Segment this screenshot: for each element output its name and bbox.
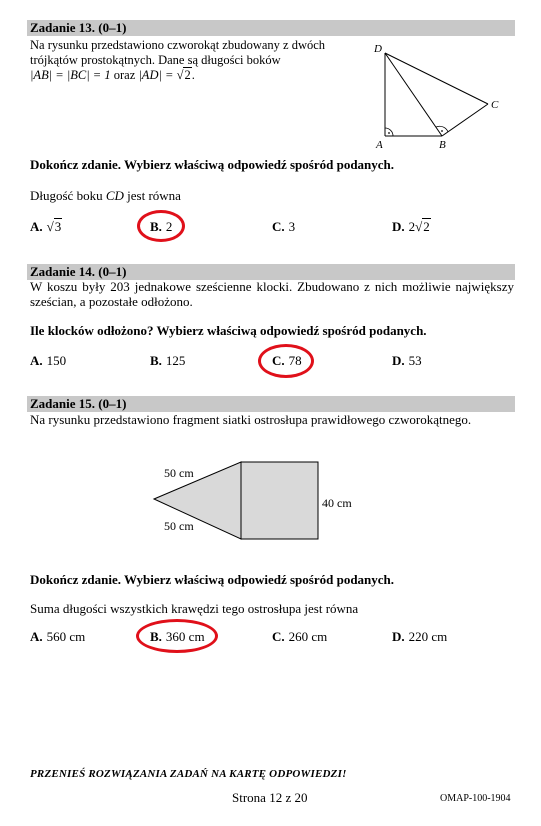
label-a: A [376, 139, 383, 150]
footer-notice: PRZENIEŚ ROZWIĄZANIA ZADAŃ NA KARTĘ ODPOWIEDZI! [30, 768, 347, 780]
task-13-intro [30, 38, 325, 83]
option-text: 150 [46, 353, 67, 368]
stem-var-cd: CD [105, 188, 124, 203]
task-15-option-d[interactable] [392, 629, 447, 645]
label-b: B [439, 139, 446, 150]
task-13-option-d[interactable] [392, 219, 431, 235]
option-radicand: 3 [54, 219, 62, 234]
given-ad: |AD| = [138, 68, 174, 82]
page-number: Strona 12 z 20 [232, 790, 308, 805]
option-letter: B. [150, 353, 162, 368]
answer-circle-14 [258, 344, 314, 378]
task-14-header: Zadanie 14. (0–1) [27, 264, 515, 280]
task-15-instruction: Dokończ zdanie. Wybierz właściwą odpowiedź spośród podanych. [30, 572, 395, 587]
option-text: 560 cm [46, 629, 86, 644]
option-coef: 2 [408, 219, 416, 234]
option-letter: B. [150, 629, 162, 644]
task-15-stem: Suma długości wszystkich krawędzi tego ostrosłupa jest równa [30, 601, 359, 616]
given-ad-sqrt: √2 [176, 68, 191, 82]
task-13-option-c[interactable] [272, 219, 295, 235]
task-15-option-a[interactable] [30, 629, 85, 645]
option-text: 53 [408, 353, 422, 368]
option-sqrt: √2 [415, 219, 430, 234]
task-13-intro-line1: Na rysunku przedstawiono czworokąt zbudowany z dwóch [30, 38, 326, 52]
quadrilateral-figure [360, 38, 510, 150]
task-14-option-b[interactable] [150, 353, 185, 369]
task-14-intro [30, 279, 514, 309]
net-square-base [241, 462, 318, 539]
stem-suffix: jest równa [127, 188, 181, 203]
label-right-edge: 40 cm [322, 496, 352, 510]
label-d: D [374, 43, 382, 55]
option-letter: D. [392, 629, 405, 644]
option-sqrt: √3 [46, 219, 62, 234]
given-ad-radicand: 2 [184, 68, 191, 82]
task-14-option-a[interactable] [30, 353, 66, 369]
option-radicand: 2 [423, 219, 430, 234]
task-13-instruction: Dokończ zdanie. Wybierz właściwą odpowiedź spośród podanych. [30, 157, 395, 172]
document-code: OMAP-100-1904 [440, 793, 511, 804]
label-top-edge: 50 cm [164, 466, 194, 480]
label-bottom-edge: 50 cm [164, 519, 194, 533]
task-13-given [30, 68, 325, 83]
option-letter: C. [272, 353, 285, 368]
option-letter: A. [30, 629, 43, 644]
option-letter: C. [272, 629, 285, 644]
option-text: 260 cm [288, 629, 328, 644]
given-and: oraz [113, 68, 136, 82]
option-text: 220 cm [408, 629, 448, 644]
task-15-header: Zadanie 15. (0–1) [27, 396, 515, 412]
task-14-option-d[interactable] [392, 353, 422, 369]
option-letter: D. [392, 219, 405, 234]
option-text: 2 [165, 219, 173, 234]
option-letter: A. [30, 353, 43, 368]
option-text: 360 cm [165, 629, 205, 644]
task-14-instruction: Ile klocków odłożono? Wybierz właściwą odpowiedź spośród podanych. [30, 323, 427, 338]
task-14-intro-line2: sześcian, a pozostałe odłożono. [30, 294, 193, 309]
answer-circle-15 [136, 619, 218, 653]
option-text: 78 [288, 353, 302, 368]
task-13-intro-line2: trójkątów prostokątnych. Dane są długości boków [30, 53, 281, 67]
label-c: C [491, 99, 499, 111]
option-letter: A. [30, 219, 43, 234]
task-13-stem [30, 188, 181, 204]
given-period: . [191, 68, 195, 82]
given-ab-bc: |AB| = |BC| = 1 [30, 68, 111, 82]
task-15-option-c[interactable] [272, 629, 327, 645]
option-text: 125 [165, 353, 186, 368]
option-letter: B. [150, 219, 162, 234]
option-letter: C. [272, 219, 285, 234]
task-15-intro: Na rysunku przedstawiono fragment siatki ostrosłupa prawidłowego czworokątnego. [30, 412, 472, 427]
option-letter: D. [392, 353, 405, 368]
pyramid-net-figure [140, 455, 380, 550]
task-13-option-a[interactable] [30, 219, 62, 235]
task-14-intro-line1: W koszu były 203 jednakowe sześcienne klocki. Zbudowano z nich możliwie największy [30, 279, 514, 294]
option-text: 3 [288, 219, 296, 234]
answer-circle-13 [137, 210, 185, 242]
stem-prefix: Długość boku [30, 188, 103, 203]
task-13-header: Zadanie 13. (0–1) [27, 20, 515, 36]
